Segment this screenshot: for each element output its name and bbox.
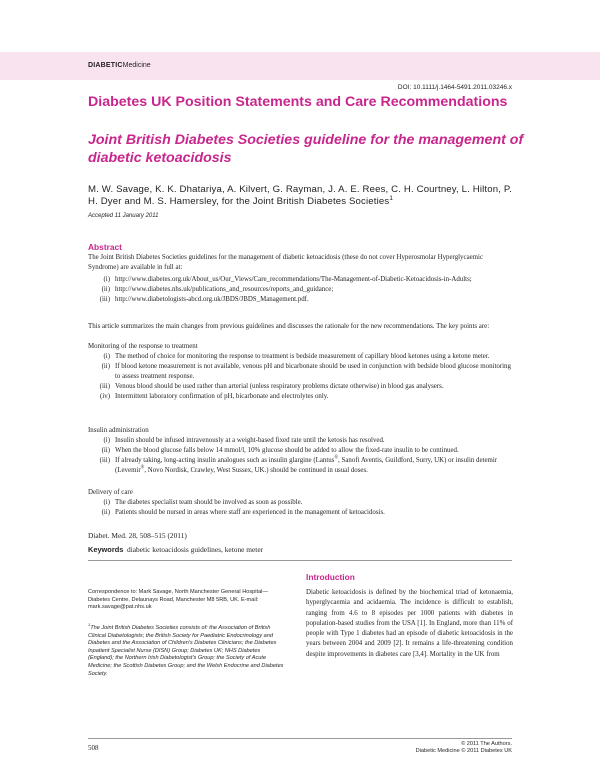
keywords (88, 545, 263, 554)
list-number: (iv) (100, 393, 110, 400)
url-link[interactable]: http://www.diabetes.org.uk/About_us/Our_Views/Care_recommendations/The-Management-of-Diabetic-Ketoacidosis-in-Adults; (115, 276, 472, 283)
insulin-list (88, 436, 512, 476)
keywords-text: diabetic ketoacidosis guidelines, ketone meter (127, 545, 264, 554)
list-number: (iii) (99, 296, 110, 303)
list-item[interactable] (88, 295, 518, 305)
journal-name-rest: Medicine (122, 62, 151, 69)
page-number: 508 (88, 744, 99, 752)
list-item (88, 436, 512, 446)
list-item (88, 446, 512, 456)
list-number: (ii) (101, 286, 110, 293)
list-item (88, 508, 512, 518)
copyright (416, 741, 512, 755)
guideline-url-list (88, 275, 518, 305)
copyright-line-1: © 2011 The Authors. (461, 741, 512, 747)
footer-divider (88, 738, 512, 739)
list-item (88, 498, 512, 508)
affiliation-text: The Joint British Diabetes Societies consists of: the Association of British Clinical Diabetologists; the British Society for Paediatric Endocrinology and Diabetes and the Association of Children's Diabetes Clinicians; the Diabetes Inpatient Specialist Nurse (DISN) Group; Diabetes UK; NHS Diabetes (England); the Northern Irish Diabetologist's Group; the Society of Acute Medicine; the Scottish Diabetes Group; and the Welsh Endocrine and Diabetes Society. (88, 625, 284, 677)
list-number: (i) (103, 276, 110, 283)
monitoring-list (88, 352, 512, 402)
monitoring-label: Monitoring of the response to treatment (88, 343, 198, 350)
copyright-line-2: Diabetic Medicine © 2011 Diabetes UK (415, 748, 512, 754)
section-divider (88, 560, 512, 561)
series-title: Diabetes UK Position Statements and Care Recommendations (88, 94, 508, 110)
url-link[interactable]: http://www.diabetes.nhs.uk/publications_and_resources/reports_and_guidance; (115, 286, 334, 293)
authors-text: M. W. Savage, K. K. Dhatariya, A. Kilvert, G. Rayman, J. A. E. Rees, C. H. Courtney, L. Hilton, P. H. Dyer and M. S. Hamersley, for the Joint British Diabetes Societies (88, 184, 512, 208)
registered-mark: ® (140, 465, 145, 471)
article-title: Joint British Diabetes Societies guideline for the management of diabetic ketoacidosis (88, 132, 524, 166)
list-number: (iii) (99, 457, 110, 464)
introduction-heading: Introduction (306, 572, 355, 582)
url-link[interactable]: http://www.diabetologists-abcd.org.uk/JBDS/JBDS_Management.pdf. (115, 296, 309, 303)
list-number: (i) (103, 499, 110, 506)
abstract-heading: Abstract (88, 242, 122, 252)
delivery-list (88, 498, 512, 518)
list-text: The diabetes specialist team should be involved as soon as possible. (115, 499, 303, 506)
list-item[interactable] (88, 285, 518, 295)
list-text: Venous blood should be used rather than arterial (unless respiratory problems dictate otherwise) in blood gas analysers. (115, 383, 444, 390)
list-number: (iii) (99, 383, 110, 390)
abstract-summary: This article summarizes the main changes from previous guidelines and discusses the rationale for the new recommendations. The key points are: (88, 323, 490, 330)
list-text: , Sanofi Aventis, Guildford, Surry, UK) or insulin detemir (Levemir (115, 457, 498, 474)
journal-name-bold: DIABETIC (88, 62, 123, 69)
list-item (88, 362, 512, 382)
journal-citation: Diabet. Med. 28, 508–515 (2011) (88, 531, 187, 540)
list-text: If blood ketone measurement is not available, venous pH and bicarbonate should be used in conjunction with bedside blood glucose monitoring to assess treatment response. (115, 363, 511, 380)
list-number: (ii) (101, 447, 110, 454)
accepted-date: Accepted 11 January 2011 (88, 213, 159, 219)
list-text: If already taking, long-acting insulin analogues such as insulin glargine (Lantus (115, 457, 335, 464)
list-item (88, 382, 512, 392)
list-number: (i) (103, 437, 110, 444)
list-item (88, 456, 512, 476)
list-text: Insulin should be infused intravenously at a weight-based fixed rate until the ketosis has resolved. (115, 437, 385, 444)
list-item (88, 352, 512, 362)
abstract-intro: The Joint British Diabetes Societies guidelines for the management of diabetic ketoacidosis (these do not cover Hyperosmolar Hyperglycaemic Syndrome) are available in full at: (88, 254, 484, 271)
affiliation-footnote-mark: 1 (88, 622, 91, 628)
list-text: The method of choice for monitoring the response to treatment is bedside measurement of capillary blood ketones using a ketone meter. (115, 353, 490, 360)
list-text: Patients should be nursed in areas where staff are experienced in the management of ketoacidosis. (115, 509, 385, 516)
correspondence-note: Correspondence to: Mark Savage, North Manchester General Hospital—Diabetes Centre, Delaunays Road, Manchester M8 5RB, UK. E-mail: mark.savage@pat.nhs.uk (88, 589, 269, 611)
list-text: , Novo Nordisk, Crawley, West Sussex, UK.) should be continued in usual doses. (144, 467, 368, 474)
author-list (88, 184, 512, 209)
introduction-text: Diabetic ketoacidosis is defined by the biochemical triad of ketonaemia, hyperglycaemia and acidaemia. The incidence is difficult to establish, ranging from 4.6 to 8 episodes per 1000 patients with diabetes in population-based studies from the USA [1]. In England, more than 11% of people with Type 1 diabetes had an episode of diabetic ketoacidosis in the years between 2004 and 2009 [2]. It remains a life-threatening condition despite improvements in diabetes care [3,4]. Mortality in the UK from (306, 589, 513, 658)
doi[interactable]: DOI: 10.1111/j.1464-5491.2011.03246.x (397, 84, 512, 91)
journal-header-band (0, 52, 600, 80)
keywords-label: Keywords (88, 545, 124, 554)
list-number: (ii) (101, 363, 110, 370)
journal-name (88, 62, 151, 69)
authors-footnote-mark: 1 (389, 195, 394, 203)
list-item (88, 392, 512, 402)
affiliation-note (88, 622, 284, 678)
delivery-label: Delivery of care (88, 489, 133, 496)
list-text: Intermittent laboratory confirmation of pH, bicarbonate and electrolytes only. (115, 393, 329, 400)
list-text: When the blood glucose falls below 14 mmol/l, 10% glucose should be added to allow the fixed-rate insulin to be continued. (115, 447, 459, 454)
registered-mark: ® (334, 455, 339, 461)
list-number: (i) (103, 353, 110, 360)
insulin-label: Insulin administration (88, 427, 149, 434)
list-number: (ii) (101, 509, 110, 516)
list-item[interactable] (88, 275, 518, 285)
